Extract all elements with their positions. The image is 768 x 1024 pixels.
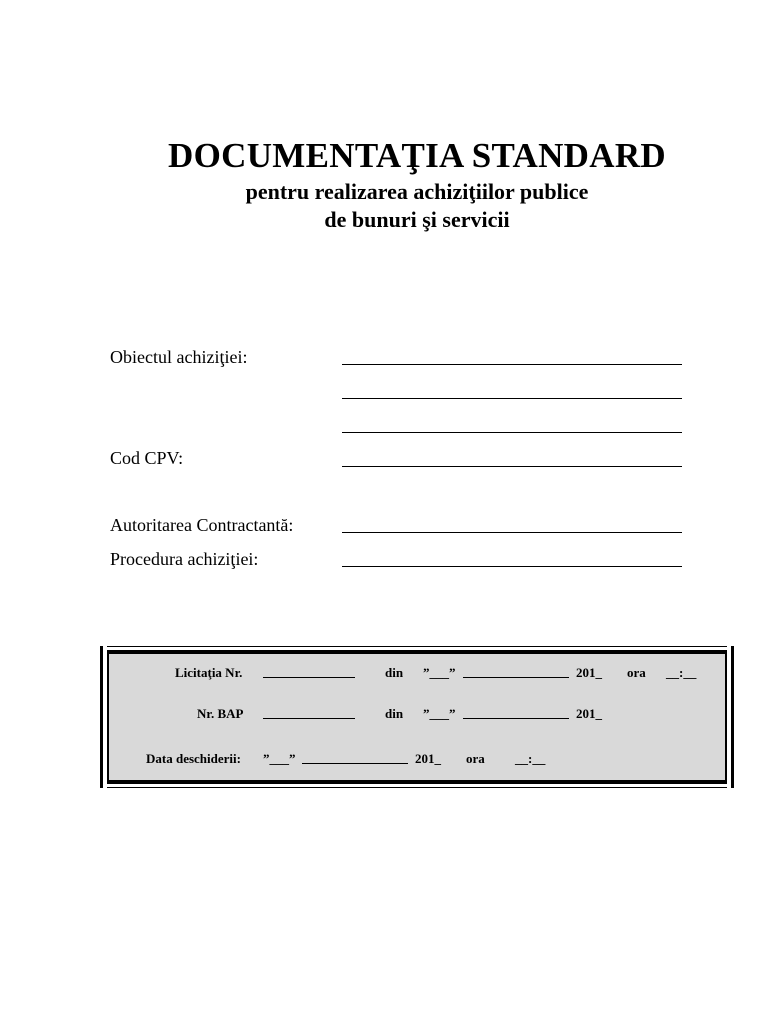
obiectul-achizitiei-line-1[interactable] [342, 364, 682, 365]
data-deschiderii-day-field[interactable]: ”___” [263, 751, 296, 766]
licitatia-din-label: din [385, 665, 404, 680]
licitatia-year-field[interactable]: 201_ [576, 665, 602, 680]
licitatia-nr-label: Licitaţia Nr. [175, 665, 243, 680]
data-deschiderii-year-field[interactable]: 201_ [415, 751, 441, 766]
licitatia-nr-field[interactable] [263, 665, 355, 682]
procedura-achizitiei-line[interactable] [342, 566, 682, 567]
box-border-bottom [107, 787, 727, 788]
autoritatea-contractanta-label: Autoritarea Contractantă: [110, 515, 294, 535]
procedura-achizitiei-label: Procedura achiziţiei: [110, 549, 259, 569]
licitatia-month-field[interactable] [463, 665, 569, 682]
data-deschiderii-month-field[interactable] [302, 751, 408, 768]
obiectul-achizitiei-label: Obiectul achiziţiei: [110, 347, 248, 367]
obiectul-achizitiei-line-3[interactable] [342, 432, 682, 433]
licitatia-ora-label: ora [627, 665, 646, 680]
nr-bap-din-label: din [385, 706, 404, 721]
data-deschiderii-label: Data deschiderii: [146, 751, 241, 766]
document-subtitle-line2: de bunuri şi servicii [324, 207, 510, 232]
licitatie-info-box [100, 646, 734, 788]
nr-bap-year-field[interactable]: 201_ [576, 706, 602, 721]
document-title: DOCUMENTAŢIA STANDARD [168, 136, 666, 175]
nr-bap-month-field[interactable] [463, 706, 569, 723]
box-border-top [107, 646, 727, 647]
nr-bap-field[interactable] [263, 706, 355, 723]
document-subtitle-line1: pentru realizarea achiziţiilor publice [245, 179, 589, 204]
licitatia-time-field[interactable]: __:__ [666, 665, 697, 680]
autoritatea-contractanta-line[interactable] [342, 532, 682, 533]
obiectul-achizitiei-line-2[interactable] [342, 398, 682, 399]
data-deschiderii-time-field[interactable]: __:__ [515, 751, 546, 766]
licitatia-day-field[interactable]: ”___” [423, 665, 456, 680]
cod-cpv-label: Cod CPV: [110, 448, 184, 468]
cod-cpv-line[interactable] [342, 466, 682, 467]
nr-bap-day-field[interactable]: ”___” [423, 706, 456, 721]
data-deschiderii-ora-label: ora [466, 751, 485, 766]
nr-bap-label: Nr. BAP [197, 706, 244, 721]
